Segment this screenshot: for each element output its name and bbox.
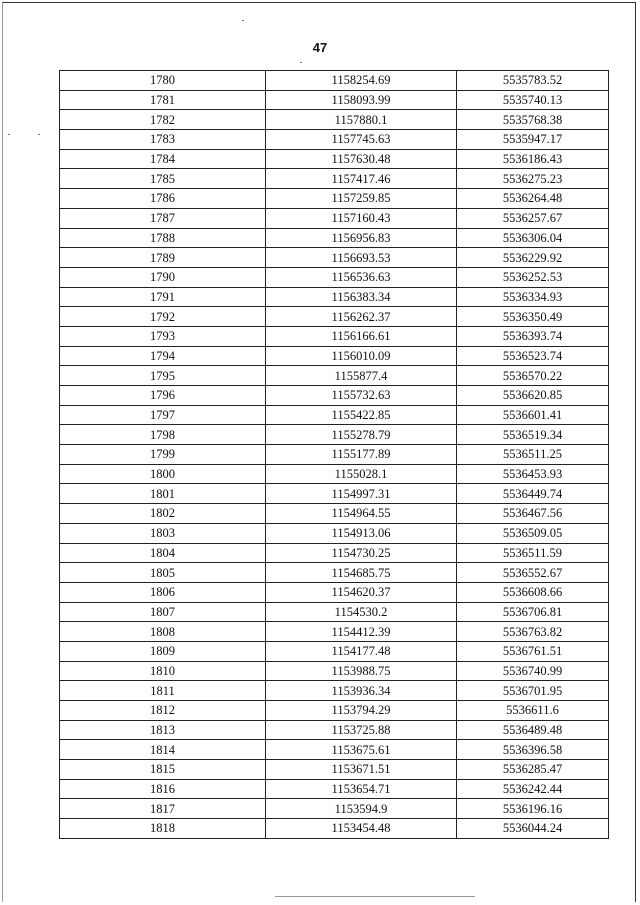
x-coordinate-cell: 1155877.4 [266, 366, 457, 386]
x-coordinate-cell: 1153671.51 [266, 760, 457, 780]
table-row [60, 425, 609, 445]
table-row [60, 799, 609, 819]
y-coordinate-cell: 5536393.74 [457, 326, 609, 346]
y-coordinate-cell: 5536396.58 [457, 740, 609, 760]
y-coordinate-cell: 5536252.53 [457, 267, 609, 287]
y-coordinate-cell: 5536523.74 [457, 346, 609, 366]
y-coordinate-cell: 5536449.74 [457, 484, 609, 504]
x-coordinate-cell: 1156262.37 [266, 307, 457, 327]
y-coordinate-cell: 5536740.99 [457, 661, 609, 681]
y-coordinate-cell: 5536453.93 [457, 464, 609, 484]
point-number-cell: 1790 [60, 267, 266, 287]
table-row [60, 602, 609, 622]
point-number-cell: 1786 [60, 189, 266, 209]
point-number-cell: 1807 [60, 602, 266, 622]
x-coordinate-cell: 1155278.79 [266, 425, 457, 445]
point-number-cell: 1795 [60, 366, 266, 386]
point-number-cell: 1804 [60, 543, 266, 563]
x-coordinate-cell: 1153988.75 [266, 661, 457, 681]
x-coordinate-cell: 1156166.61 [266, 326, 457, 346]
point-number-cell: 1784 [60, 149, 266, 169]
x-coordinate-cell: 1157160.43 [266, 208, 457, 228]
table-row [60, 740, 609, 760]
table-row [60, 208, 609, 228]
y-coordinate-cell: 5536467.56 [457, 504, 609, 524]
table-row [60, 346, 609, 366]
x-coordinate-cell: 1158093.99 [266, 90, 457, 110]
y-coordinate-cell: 5536763.82 [457, 622, 609, 642]
y-coordinate-cell: 5536229.92 [457, 248, 609, 268]
table-row [60, 504, 609, 524]
y-coordinate-cell: 5536334.93 [457, 287, 609, 307]
x-coordinate-cell: 1156010.09 [266, 346, 457, 366]
table-row [60, 287, 609, 307]
point-number-cell: 1806 [60, 582, 266, 602]
y-coordinate-cell: 5536275.23 [457, 169, 609, 189]
x-coordinate-cell: 1153454.48 [266, 819, 457, 839]
table-row [60, 267, 609, 287]
point-number-cell: 1809 [60, 641, 266, 661]
y-coordinate-cell: 5536509.05 [457, 523, 609, 543]
x-coordinate-cell: 1153725.88 [266, 720, 457, 740]
point-number-cell: 1785 [60, 169, 266, 189]
y-coordinate-cell: 5536511.59 [457, 543, 609, 563]
table-row [60, 641, 609, 661]
point-number-cell: 1792 [60, 307, 266, 327]
y-coordinate-cell: 5536257.67 [457, 208, 609, 228]
x-coordinate-cell: 1154620.37 [266, 582, 457, 602]
y-coordinate-cell: 5536306.04 [457, 228, 609, 248]
table-row [60, 326, 609, 346]
table-row [60, 405, 609, 425]
x-coordinate-cell: 1157880.1 [266, 110, 457, 130]
x-coordinate-cell: 1157630.48 [266, 149, 457, 169]
table-row [60, 720, 609, 740]
scan-speck [242, 20, 244, 21]
point-number-cell: 1813 [60, 720, 266, 740]
table-row [60, 622, 609, 642]
y-coordinate-cell: 5536285.47 [457, 760, 609, 780]
x-coordinate-cell: 1153654.71 [266, 779, 457, 799]
table-row [60, 248, 609, 268]
x-coordinate-cell: 1157259.85 [266, 189, 457, 209]
point-number-cell: 1818 [60, 819, 266, 839]
point-number-cell: 1811 [60, 681, 266, 701]
y-coordinate-cell: 5536611.6 [457, 701, 609, 721]
point-number-cell: 1798 [60, 425, 266, 445]
point-number-cell: 1817 [60, 799, 266, 819]
scan-speck [8, 134, 10, 135]
table-row [60, 779, 609, 799]
point-number-cell: 1796 [60, 386, 266, 406]
y-coordinate-cell: 5536186.43 [457, 149, 609, 169]
point-number-cell: 1800 [60, 464, 266, 484]
y-coordinate-cell: 5536706.81 [457, 602, 609, 622]
x-coordinate-cell: 1155028.1 [266, 464, 457, 484]
table-row [60, 189, 609, 209]
coordinates-table-body [60, 71, 609, 839]
table-row [60, 582, 609, 602]
x-coordinate-cell: 1154177.48 [266, 641, 457, 661]
point-number-cell: 1805 [60, 563, 266, 583]
x-coordinate-cell: 1153794.29 [266, 701, 457, 721]
y-coordinate-cell: 5536552.67 [457, 563, 609, 583]
point-number-cell: 1794 [60, 346, 266, 366]
scan-speck [300, 62, 302, 63]
point-number-cell: 1803 [60, 523, 266, 543]
point-number-cell: 1789 [60, 248, 266, 268]
x-coordinate-cell: 1153675.61 [266, 740, 457, 760]
table-row [60, 760, 609, 780]
x-coordinate-cell: 1154730.25 [266, 543, 457, 563]
y-coordinate-cell: 5535740.13 [457, 90, 609, 110]
table-row [60, 307, 609, 327]
x-coordinate-cell: 1153594.9 [266, 799, 457, 819]
table-row [60, 130, 609, 150]
table-row [60, 681, 609, 701]
x-coordinate-cell: 1156383.34 [266, 287, 457, 307]
point-number-cell: 1780 [60, 71, 266, 91]
x-coordinate-cell: 1155177.89 [266, 445, 457, 465]
table-row [60, 543, 609, 563]
point-number-cell: 1816 [60, 779, 266, 799]
point-number-cell: 1802 [60, 504, 266, 524]
y-coordinate-cell: 5536489.48 [457, 720, 609, 740]
point-number-cell: 1812 [60, 701, 266, 721]
y-coordinate-cell: 5536511.25 [457, 445, 609, 465]
point-number-cell: 1787 [60, 208, 266, 228]
y-coordinate-cell: 5536701.95 [457, 681, 609, 701]
table-row [60, 366, 609, 386]
x-coordinate-cell: 1154913.06 [266, 523, 457, 543]
point-number-cell: 1791 [60, 287, 266, 307]
y-coordinate-cell: 5536242.44 [457, 779, 609, 799]
point-number-cell: 1783 [60, 130, 266, 150]
x-coordinate-cell: 1156693.53 [266, 248, 457, 268]
y-coordinate-cell: 5536761.51 [457, 641, 609, 661]
y-coordinate-cell: 5536519.34 [457, 425, 609, 445]
y-coordinate-cell: 5536350.49 [457, 307, 609, 327]
point-number-cell: 1808 [60, 622, 266, 642]
table-row [60, 445, 609, 465]
table-row [60, 149, 609, 169]
table-row [60, 523, 609, 543]
x-coordinate-cell: 1156956.83 [266, 228, 457, 248]
table-row [60, 386, 609, 406]
point-number-cell: 1814 [60, 740, 266, 760]
table-row [60, 464, 609, 484]
point-number-cell: 1799 [60, 445, 266, 465]
point-number-cell: 1781 [60, 90, 266, 110]
point-number-cell: 1815 [60, 760, 266, 780]
x-coordinate-cell: 1154685.75 [266, 563, 457, 583]
x-coordinate-cell: 1155732.63 [266, 386, 457, 406]
y-coordinate-cell: 5536570.22 [457, 366, 609, 386]
point-number-cell: 1788 [60, 228, 266, 248]
y-coordinate-cell: 5535947.17 [457, 130, 609, 150]
x-coordinate-cell: 1153936.34 [266, 681, 457, 701]
table-row [60, 661, 609, 681]
table-row [60, 110, 609, 130]
table-row [60, 90, 609, 110]
point-number-cell: 1782 [60, 110, 266, 130]
point-number-cell: 1801 [60, 484, 266, 504]
y-coordinate-cell: 5536608.66 [457, 582, 609, 602]
table-row [60, 71, 609, 91]
table-row [60, 701, 609, 721]
x-coordinate-cell: 1154412.39 [266, 622, 457, 642]
y-coordinate-cell: 5536264.48 [457, 189, 609, 209]
scan-speck [38, 134, 40, 135]
table-row [60, 819, 609, 839]
x-coordinate-cell: 1158254.69 [266, 71, 457, 91]
y-coordinate-cell: 5535768.38 [457, 110, 609, 130]
point-number-cell: 1797 [60, 405, 266, 425]
coordinates-table [59, 70, 609, 839]
y-coordinate-cell: 5536620.85 [457, 386, 609, 406]
x-coordinate-cell: 1156536.63 [266, 267, 457, 287]
table-row [60, 563, 609, 583]
y-coordinate-cell: 5536196.16 [457, 799, 609, 819]
x-coordinate-cell: 1154997.31 [266, 484, 457, 504]
y-coordinate-cell: 5536601.41 [457, 405, 609, 425]
bottom-rule [275, 896, 475, 897]
point-number-cell: 1793 [60, 326, 266, 346]
table-row [60, 228, 609, 248]
x-coordinate-cell: 1157417.46 [266, 169, 457, 189]
x-coordinate-cell: 1157745.63 [266, 130, 457, 150]
y-coordinate-cell: 5536044.24 [457, 819, 609, 839]
x-coordinate-cell: 1154530.2 [266, 602, 457, 622]
table-row [60, 169, 609, 189]
point-number-cell: 1810 [60, 661, 266, 681]
page-number: 47 [312, 40, 328, 55]
x-coordinate-cell: 1155422.85 [266, 405, 457, 425]
table-row [60, 484, 609, 504]
y-coordinate-cell: 5535783.52 [457, 71, 609, 91]
x-coordinate-cell: 1154964.55 [266, 504, 457, 524]
